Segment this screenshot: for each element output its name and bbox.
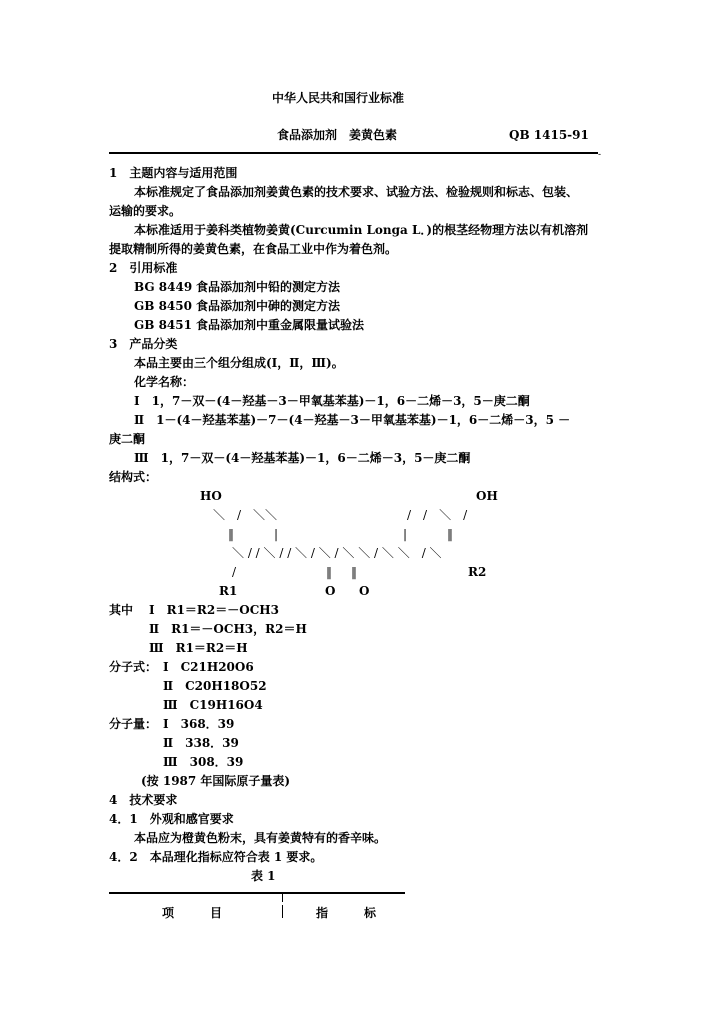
table-divider-tick — [282, 894, 283, 902]
struct-single-bond: | — [274, 527, 279, 541]
header-rule-dash: - — [598, 150, 602, 160]
ref-title: 食品添加剂中重金属限量试验法 — [196, 318, 365, 332]
substituent-label: 其中 — [109, 603, 134, 617]
substituent-row: Ⅲ R1＝R2＝H — [149, 641, 248, 655]
section-1-para-2: 本标准适用于姜科类植物姜黄(Curcumin Longa L．)的根茎经物理方法以有机溶剂 — [134, 223, 589, 237]
struct-single-bond: | — [403, 527, 408, 541]
ref-title: 食品添加剂中铅的测定方法 — [196, 280, 341, 294]
formula-label: 分子式： — [109, 660, 158, 674]
section-4-2-text: 4．2 本品理化指标应符合表 1 要求。 — [109, 850, 323, 864]
struct-carbonyl-bond: ‖ — [351, 565, 357, 579]
section-4-heading: 4 技术要求 — [109, 793, 178, 807]
section-3-heading: 3 产品分类 — [109, 337, 178, 351]
formula-row: Ⅲ C19H16O4 — [163, 698, 263, 712]
chem-name-3: Ⅲ 1，7－双－(4－羟基苯基)－1，6－二烯－3，5－庚二酮 — [134, 451, 471, 465]
standard-category-title: 中华人民共和国行业标准 — [272, 91, 405, 105]
chem-name-1: Ⅰ 1，7－双－(4－羟基－3－甲氧基苯基)－1，6－二烯－3，5－庚二酮 — [134, 394, 530, 408]
ref-code: BG 8449 — [134, 280, 193, 294]
substituent-row: Ⅰ R1＝R2＝－OCH3 — [149, 603, 279, 617]
struct-bonds-right: / / ＼ / — [407, 508, 468, 522]
structure-label: 结构式： — [109, 470, 158, 484]
struct-r1: R1 — [219, 584, 238, 598]
struct-oh: OH — [476, 489, 498, 503]
table-col-header-item: 项 目 — [162, 906, 223, 920]
struct-double-bond: ‖ — [447, 527, 453, 541]
ref-title: 食品添加剂中砷的测定方法 — [196, 299, 341, 313]
struct-ho: HO — [200, 489, 222, 503]
mw-row: Ⅰ 368．39 — [163, 717, 235, 731]
section-1-para-1-cont: 运输的要求。 — [109, 204, 182, 218]
document-name: 食品添加剂 姜黄色素 — [277, 128, 398, 142]
struct-double-bond: ‖ — [228, 527, 234, 541]
standard-code: QB 1415-91 — [509, 128, 589, 142]
mw-note: (按 1987 年国际原子量表) — [141, 774, 291, 788]
chem-name-2-cont: 庚二酮 — [109, 432, 146, 446]
struct-carbonyl-bond: ‖ — [326, 565, 332, 579]
struct-r2: R2 — [468, 565, 487, 579]
substituent-row: Ⅱ R1＝－OCH3，R2＝H — [149, 622, 307, 636]
ref-code: GB 8450 — [134, 299, 192, 313]
mw-label: 分子量： — [109, 717, 158, 731]
struct-o: O — [325, 584, 336, 598]
table-col-divider — [282, 905, 283, 918]
table-col-header-spec: 指 标 — [316, 906, 377, 920]
section-1-para-2-cont: 提取精制所得的姜黄色素，在食品工业中作为着色剂。 — [109, 242, 398, 256]
section-4-1-heading: 4．1 外观和感官要求 — [109, 812, 234, 826]
struct-bond: / — [232, 565, 237, 579]
mw-row: Ⅲ 308．39 — [163, 755, 244, 769]
chem-name-label: 化学名称： — [134, 375, 195, 389]
section-3-intro: 本品主要由三个组分组成(Ⅰ，Ⅱ，Ⅲ)。 — [134, 356, 344, 370]
struct-o: O — [359, 584, 370, 598]
ref-code: GB 8451 — [134, 318, 192, 332]
header-rule — [109, 152, 598, 154]
table-top-rule — [109, 892, 405, 894]
section-1-heading: 1 主题内容与适用范围 — [109, 166, 238, 180]
mw-row: Ⅱ 338．39 — [163, 736, 239, 750]
section-1-para-1: 本标准规定了食品添加剂姜黄色素的技术要求、试验方法、检验规则和标志、包装、 — [134, 185, 579, 199]
struct-bonds-left: ＼ / ＼＼ — [213, 508, 278, 522]
table-caption: 表 1 — [251, 869, 276, 883]
section-4-1-text: 本品应为橙黄色粉末，具有姜黄特有的香辛味。 — [134, 831, 387, 845]
struct-chain: ＼ / / ＼ / / ＼ / ＼ / ＼ ＼ / ＼ ＼ / ＼ — [232, 546, 442, 560]
formula-row: Ⅰ C21H20O6 — [163, 660, 254, 674]
chem-name-2: Ⅱ 1－(4－羟基苯基)－7－(4－羟基－3－甲氧基苯基)－1，6－二烯－3，5 － — [134, 413, 571, 427]
formula-row: Ⅱ C20H18O52 — [163, 679, 267, 693]
section-2-heading: 2 引用标准 — [109, 261, 178, 275]
